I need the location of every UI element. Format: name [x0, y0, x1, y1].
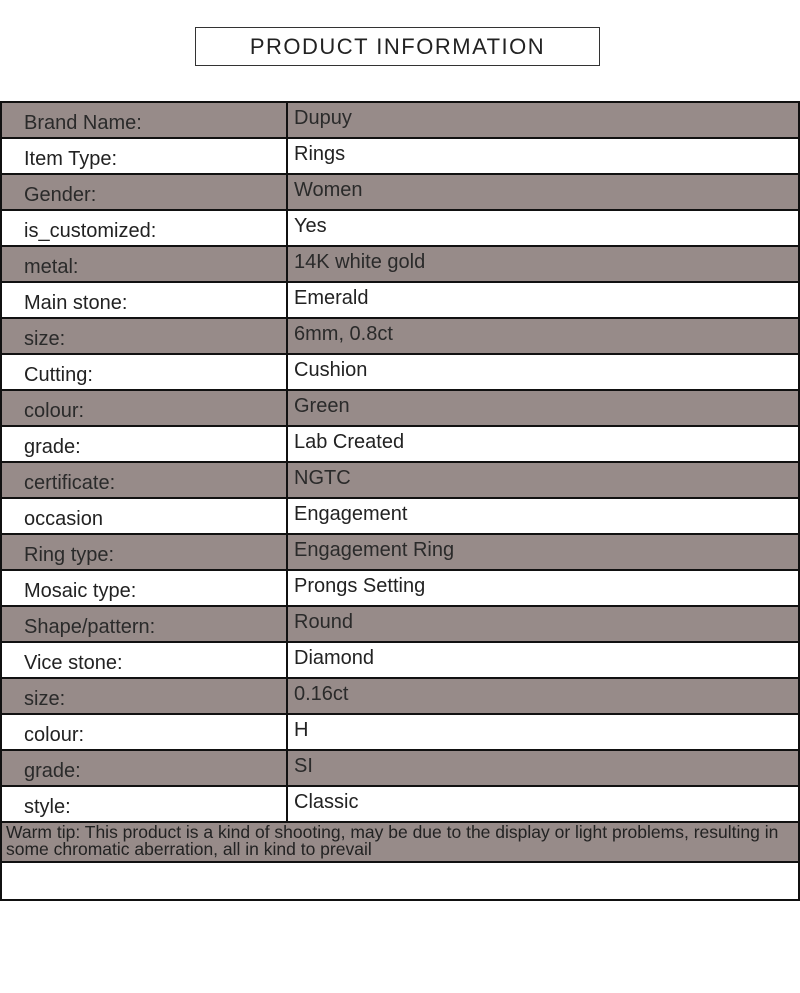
spec-value: Classic: [287, 786, 799, 822]
spec-label: size:: [1, 318, 287, 354]
spec-value: Rings: [287, 138, 799, 174]
spec-label: Gender:: [1, 174, 287, 210]
spec-value: 6mm, 0.8ct: [287, 318, 799, 354]
spec-label: certificate:: [1, 462, 287, 498]
spec-label: colour:: [1, 714, 287, 750]
table-row: [1, 750, 799, 786]
table-row: [1, 426, 799, 462]
spec-label: Shape/pattern:: [1, 606, 287, 642]
warm-tip-row: [1, 822, 799, 862]
table-row: [1, 354, 799, 390]
spec-label: Vice stone:: [1, 642, 287, 678]
table-row: [1, 318, 799, 354]
table-row: [1, 246, 799, 282]
spec-value: Emerald: [287, 282, 799, 318]
spec-value: NGTC: [287, 462, 799, 498]
spec-label: Ring type:: [1, 534, 287, 570]
product-spec-table: [0, 101, 800, 901]
spec-value: Lab Created: [287, 426, 799, 462]
table-row: [1, 642, 799, 678]
table-row: [1, 138, 799, 174]
spec-label: occasion: [1, 498, 287, 534]
spec-value: Engagement Ring: [287, 534, 799, 570]
page-title: PRODUCT INFORMATION: [249, 33, 546, 59]
spec-value: H: [287, 714, 799, 750]
spec-label: Brand Name:: [1, 102, 287, 138]
spec-value: Engagement: [287, 498, 799, 534]
table-row: [1, 282, 799, 318]
spec-label: Main stone:: [1, 282, 287, 318]
spec-value: SI: [287, 750, 799, 786]
spec-label: grade:: [1, 426, 287, 462]
table-row: [1, 714, 799, 750]
empty-cell: [1, 862, 799, 900]
table-row: [1, 570, 799, 606]
table-row: [1, 786, 799, 822]
table-row: [1, 390, 799, 426]
spec-value: Green: [287, 390, 799, 426]
spec-value: 14K white gold: [287, 246, 799, 282]
spec-label: size:: [1, 678, 287, 714]
spec-value: Round: [287, 606, 799, 642]
spec-label: grade:: [1, 750, 287, 786]
spec-label: Mosaic type:: [1, 570, 287, 606]
table-row: [1, 534, 799, 570]
spec-value: Women: [287, 174, 799, 210]
empty-row: [1, 862, 799, 900]
spec-label: Cutting:: [1, 354, 287, 390]
table-row: [1, 678, 799, 714]
warm-tip-text: Warm tip: This product is a kind of shooting, may be due to the display or light problems, resulting in some chromatic aberration, all in kind to prevail: [1, 822, 799, 862]
spec-label: colour:: [1, 390, 287, 426]
spec-label: is_customized:: [1, 210, 287, 246]
spec-label: style:: [1, 786, 287, 822]
table-row: [1, 210, 799, 246]
spec-value: Yes: [287, 210, 799, 246]
spec-label: Item Type:: [1, 138, 287, 174]
spec-value: Diamond: [287, 642, 799, 678]
table-row: [1, 606, 799, 642]
table-row: [1, 462, 799, 498]
table-row: [1, 102, 799, 138]
spec-label: metal:: [1, 246, 287, 282]
spec-value: 0.16ct: [287, 678, 799, 714]
spec-value: Cushion: [287, 354, 799, 390]
spec-value: Dupuy: [287, 102, 799, 138]
spec-value: Prongs Setting: [287, 570, 799, 606]
table-row: [1, 498, 799, 534]
table-row: [1, 174, 799, 210]
product-information-title-box: [195, 27, 600, 66]
